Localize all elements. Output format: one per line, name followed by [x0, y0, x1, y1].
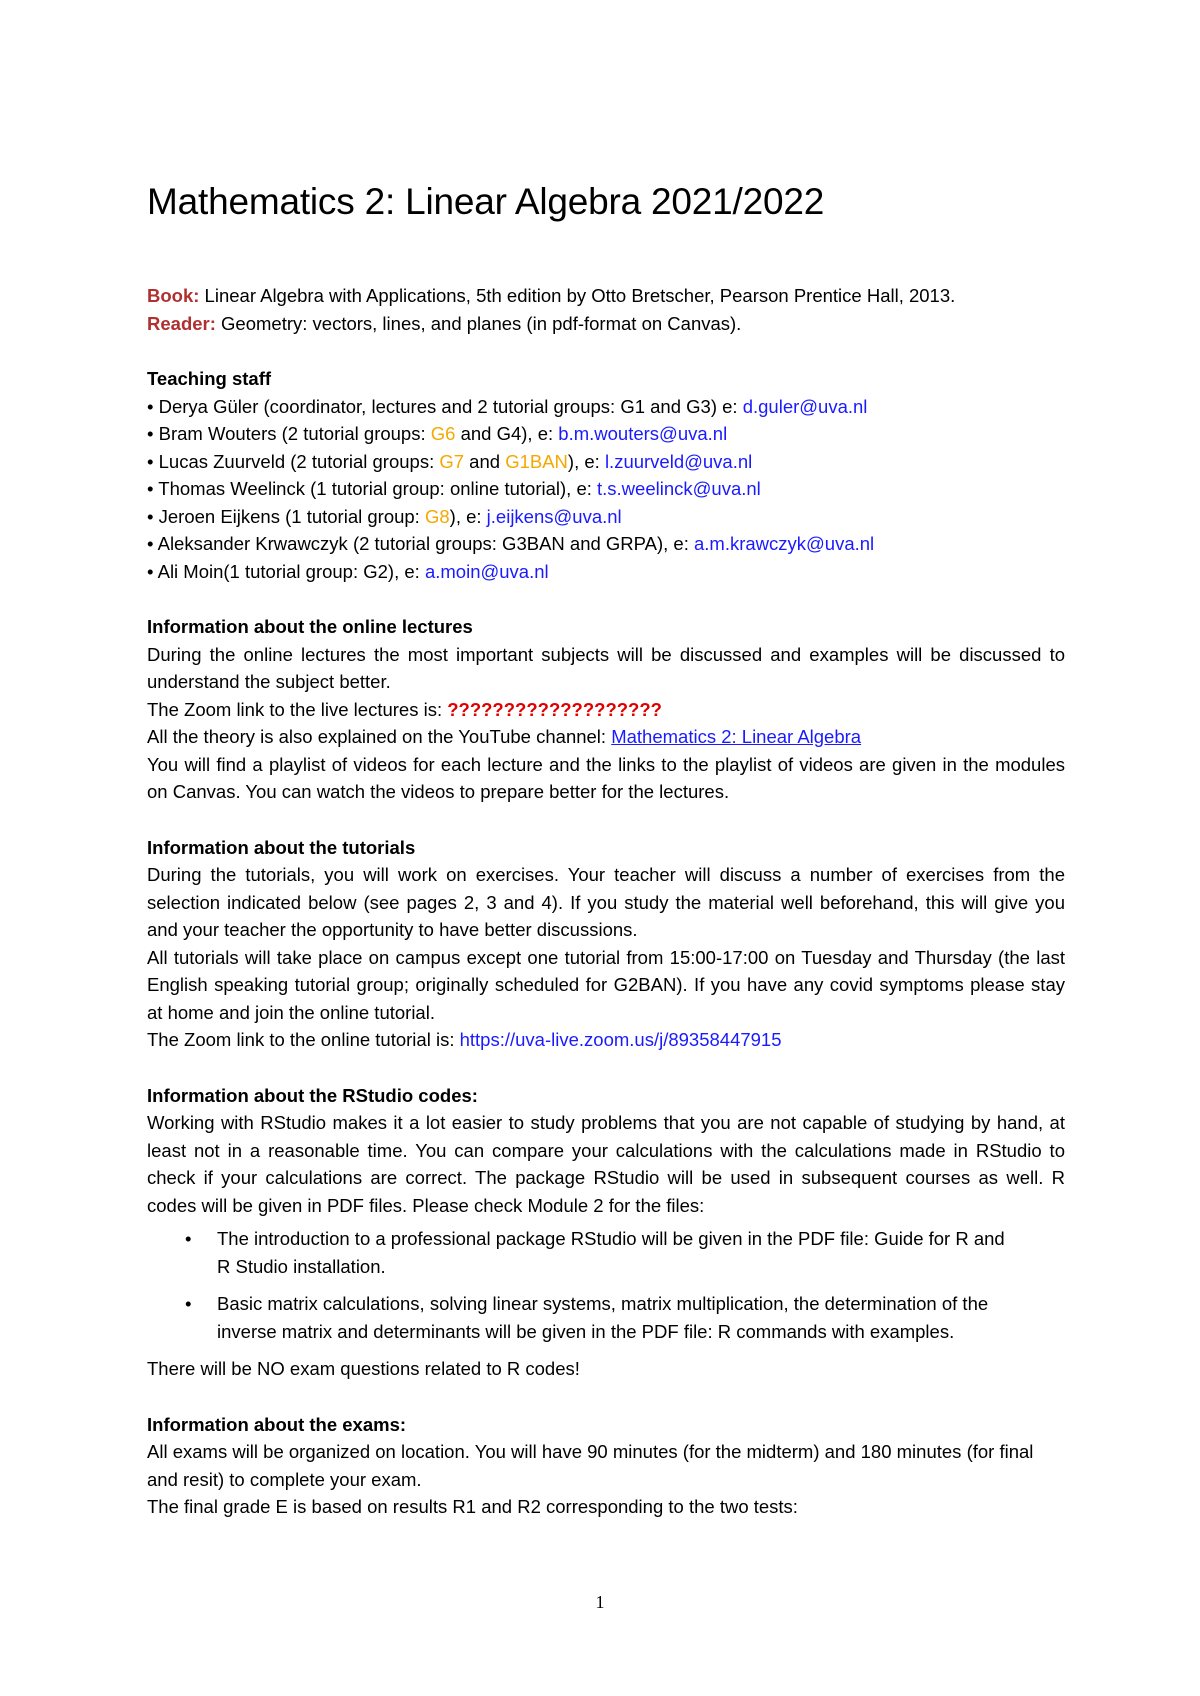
staff-text: Aleksander Krwawczyk (2 tutorial groups: G3BAN and GRPA), e:: [153, 533, 694, 554]
email-link[interactable]: a.moin@uva.nl: [424, 560, 549, 582]
bullet-icon: •: [147, 450, 154, 472]
staff-text: ), e:: [567, 450, 605, 472]
staff-text: Bram Wouters (2 tutorial groups:: [153, 423, 431, 444]
rstudio-note: There will be NO exam questions related to R codes!: [147, 1358, 580, 1379]
staff-item: [147, 503, 1065, 531]
exams-paragraph: All exams will be organized on location. You will have 90 minutes (for the midterm) and 180 minutes (for final and resit) to complete your exam.: [147, 1441, 1034, 1490]
list-item-text: The introduction to a professional package RStudio will be given in the PDF file: Guide for R and R Studio installation.: [217, 1228, 1005, 1277]
email-link[interactable]: a.m.krawczyk@uva.nl: [693, 533, 875, 554]
staff-item: [147, 530, 1065, 558]
book-line: [147, 282, 1065, 310]
bullet-icon: •: [147, 395, 154, 417]
staff-item: [147, 475, 1065, 503]
reader-label: Reader:: [147, 312, 216, 334]
bullet-icon: •: [185, 1293, 192, 1314]
email-link[interactable]: b.m.wouters@uva.nl: [558, 423, 728, 444]
book-label: Book:: [147, 285, 200, 306]
tutorials-section: [147, 834, 1065, 1054]
list-item: [185, 1225, 1065, 1280]
group-highlight: G1BAN: [505, 450, 568, 472]
reader-text: Geometry: vectors, lines, and planes (in pdf-format on Canvas).: [215, 312, 742, 334]
lecture-zoom-line: [147, 696, 1065, 724]
lectures-paragraph: During the online lectures the most important subjects will be discussed and examples will be discussed to understand the subject better.: [147, 643, 1065, 692]
teaching-staff-section: [147, 365, 1065, 585]
page-content: [147, 176, 1065, 1521]
staff-text: Derya Güler (coordinator, lectures and 2 tutorial groups: G1 and G3) e:: [153, 395, 743, 417]
staff-text: Lucas Zuurveld (2 tutorial groups:: [153, 450, 440, 472]
bullet-icon: •: [147, 478, 154, 499]
youtube-label: All the theory is also explained on the YouTube channel:: [147, 726, 612, 747]
lecture-zoom-label: The Zoom link to the live lectures is:: [147, 698, 448, 720]
exams-paragraph: The final grade E is based on results R1 and R2 corresponding to the two tests:: [147, 1496, 798, 1517]
tutorial-zoom-label: The Zoom link to the online tutorial is:: [147, 1029, 460, 1050]
tutorials-paragraph: During the tutorials, you will work on exercises. Your teacher will discuss a number of exercises from the selection indicated below (see pages 2, 3 and 4). If you study the material well beforehand, this will give you and your teacher the opportunity to have better discussions.: [147, 864, 1065, 940]
page-title: Mathematics 2: Linear Algebra 2021/2022: [147, 181, 825, 222]
bullet-icon: •: [147, 505, 154, 527]
staff-item: [147, 558, 1065, 586]
staff-text: and: [464, 450, 506, 472]
staff-text: ), e:: [449, 505, 487, 527]
rstudio-section: [147, 1082, 1065, 1383]
exams-section: [147, 1411, 1065, 1521]
staff-text: Thomas Weelinck (1 tutorial group: online tutorial), e:: [153, 478, 598, 499]
staff-text: and G4), e:: [455, 423, 559, 444]
lecture-zoom-placeholder: ???????????????????: [447, 698, 662, 720]
bullet-icon: •: [185, 1228, 192, 1249]
email-link[interactable]: l.zuurveld@uva.nl: [604, 450, 753, 472]
book-text: Linear Algebra with Applications, 5th edition by Otto Bretscher, Pearson Prentice Hall, 2013.: [199, 285, 956, 306]
staff-item: [147, 393, 1065, 421]
tutorial-zoom-line: [147, 1026, 1065, 1054]
teaching-staff-heading: Teaching staff: [147, 368, 272, 389]
bullet-icon: •: [147, 533, 154, 554]
lectures-section: [147, 613, 1065, 806]
staff-item: [147, 448, 1065, 476]
page-number: 1: [595, 1592, 605, 1612]
lectures-paragraph: You will find a playlist of videos for each lecture and the links to the playlist of videos are given in the modules on Canvas. You can watch the videos to prepare better for the lectures.: [147, 753, 1065, 802]
group-highlight: G8: [424, 505, 450, 527]
list-item: [185, 1290, 1065, 1345]
staff-text: Ali Moin(1 tutorial group: G2), e:: [153, 560, 425, 582]
email-link[interactable]: j.eijkens@uva.nl: [486, 505, 622, 527]
youtube-line: [147, 723, 1065, 751]
tutorial-zoom-link[interactable]: https://uva-live.zoom.us/j/89358447915: [459, 1029, 782, 1050]
tutorials-heading: Information about the tutorials: [147, 836, 416, 858]
email-link[interactable]: t.s.weelinck@uva.nl: [597, 478, 761, 499]
rstudio-paragraph: Working with RStudio makes it a lot easier to study problems that you are not capable of studying by hand, at least not in a reasonable time. You can compare your calculations with the calculations made in RStudio to check if your calculations are correct. The package RStudio will be used in subsequent courses as well. R codes will be given in PDF files. Please check Module 2 for the files:: [147, 1112, 1065, 1216]
rstudio-heading: Information about the RStudio codes:: [147, 1084, 478, 1106]
group-highlight: G7: [439, 450, 465, 472]
staff-item: [147, 420, 1065, 448]
email-link[interactable]: d.guler@uva.nl: [742, 395, 868, 417]
bullet-icon: •: [147, 560, 154, 582]
bullet-icon: •: [147, 423, 154, 444]
youtube-channel-link[interactable]: Mathematics 2: Linear Algebra: [611, 726, 862, 747]
tutorials-paragraph: All tutorials will take place on campus except one tutorial from 15:00-17:00 on Tuesday and Thursday (the last English speaking tutorial group; originally scheduled for G2BAN). If you have any covid symptoms please stay at home and join the online tutorial.: [147, 946, 1065, 1023]
rstudio-list: [147, 1225, 1065, 1345]
group-highlight: G6: [430, 423, 456, 444]
reader-line: [147, 310, 1065, 338]
lectures-heading: Information about the online lectures: [147, 616, 473, 637]
staff-text: Jeroen Eijkens (1 tutorial group:: [153, 505, 425, 527]
list-item-text: Basic matrix calculations, solving linear systems, matrix multiplication, the determination of the inverse matrix and determinants will be given in the PDF file: R commands with examples.: [217, 1293, 989, 1342]
exams-heading: Information about the exams:: [147, 1413, 407, 1435]
course-materials: [147, 282, 1065, 337]
